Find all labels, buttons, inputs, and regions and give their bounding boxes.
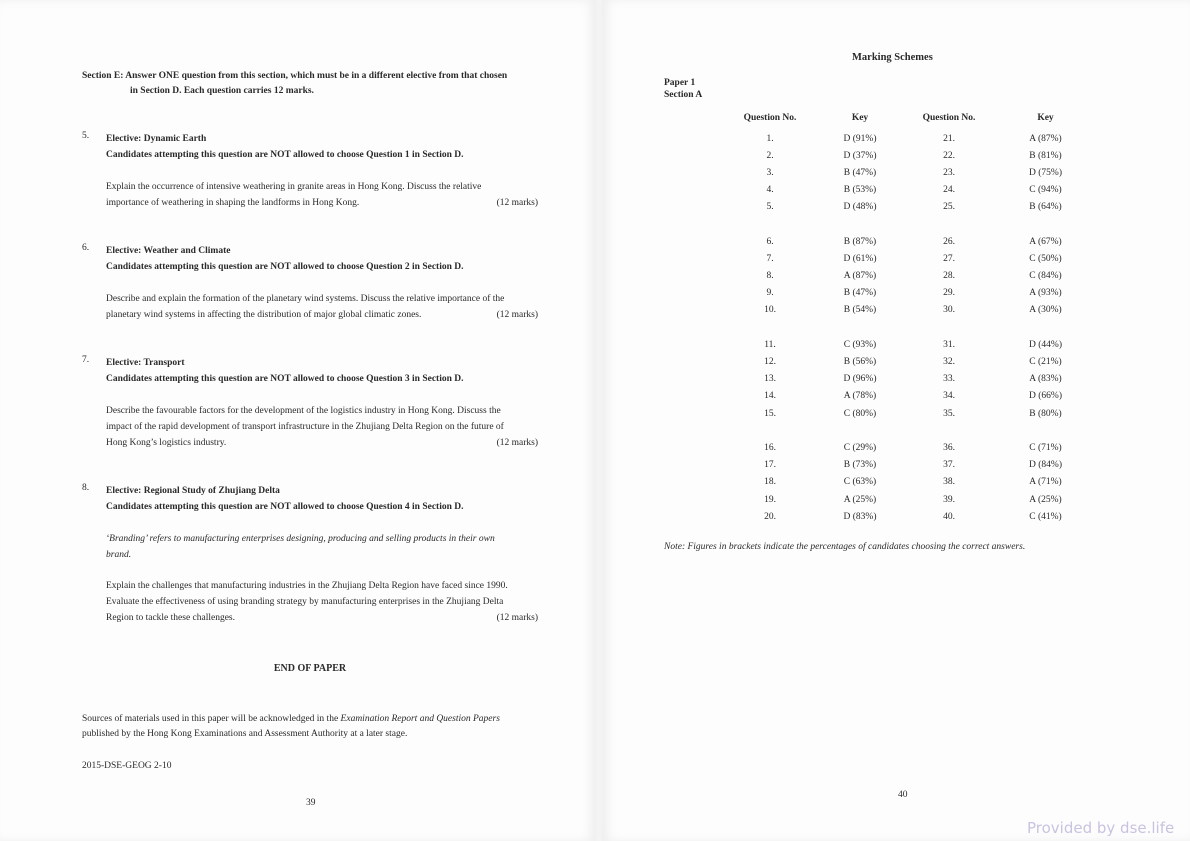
key-cell: B (47%) <box>843 288 877 299</box>
question-body: Describe and explain the formation of the planetary wind systems. Discuss the relative importance of the planetary wind systems in affecting the distribution of major global climatic zones. (12 marks) <box>106 291 538 323</box>
percent-note: Note: Figures in brackets indicate the percentages of candidates choosing the correct answers. <box>664 542 1026 552</box>
marks-label: (12 marks) <box>496 198 538 208</box>
key-cell: A (67%) <box>1029 236 1062 247</box>
section-e-instructions: Section E: Answer ONE question from this section, which must be in a different elective from that chosen in Section D. Each question carries 12 marks. <box>82 71 508 96</box>
table-row <box>735 474 1108 491</box>
key-cell: C (50%) <box>1029 253 1062 264</box>
key-cell: D (61%) <box>843 253 877 264</box>
question-no-cell: 16. <box>764 442 776 453</box>
table-row <box>735 371 1108 388</box>
table-row <box>735 439 1108 456</box>
table-row <box>735 302 1108 319</box>
question-no-cell: 33. <box>943 374 955 385</box>
key-cell: D (91%) <box>843 133 877 144</box>
question-no-cell: 18. <box>764 477 776 488</box>
key-cell: B (53%) <box>843 185 877 196</box>
key-cell: D (83%) <box>843 511 877 522</box>
question-no-cell: 19. <box>764 494 776 505</box>
key-cell: C (29%) <box>843 442 877 453</box>
question-no-cell: 29. <box>943 288 955 299</box>
key-cell: B (47%) <box>843 167 877 178</box>
key-cell: A (87%) <box>1029 133 1062 144</box>
table-row <box>735 508 1108 525</box>
key-cell: A (83%) <box>1029 374 1062 385</box>
question-heading: Elective: Regional Study of Zhujiang Delta Candidates attempting this question are NOT allowed to choose Question 4 in Section D. <box>106 486 464 512</box>
question-no-cell: 26. <box>943 236 955 247</box>
header-question-no: Question No. <box>922 113 976 123</box>
question-no-cell: 34. <box>943 391 955 402</box>
group-spacer <box>735 216 1108 233</box>
answer-key-table <box>735 110 1108 525</box>
question-no-cell: 10. <box>764 305 776 316</box>
sources-note: Sources of materials used in this paper will be acknowledged in the Examination Report and Question Papers published by the Hong Kong Examinations and Assessment Authority at a later stage. <box>82 714 500 739</box>
question-no-cell: 6. <box>766 236 774 247</box>
marks-label: (12 marks) <box>496 613 538 623</box>
page-number: 39 <box>306 798 316 808</box>
question-number: 7. <box>82 355 90 365</box>
question-no-cell: 28. <box>943 271 955 282</box>
question-heading: Elective: Weather and Climate Candidates attempting this question are NOT allowed to choose Question 2 in Section D. <box>106 246 464 272</box>
question-body: Describe the favourable factors for the development of the logistics industry in Hong Kong. Discuss the impact of the rapid development of transport infrastructure in the Zhujiang Delta Region on the future of Hong Kong’s logistics industry. (12 marks) <box>106 403 538 451</box>
header-key: Key <box>1037 113 1054 123</box>
question-no-cell: 20. <box>764 511 776 522</box>
key-cell: B (81%) <box>1029 150 1062 161</box>
question-no-cell: 25. <box>943 202 955 213</box>
question-no-cell: 24. <box>943 185 955 196</box>
question-no-cell: 12. <box>764 357 776 368</box>
question-no-cell: 15. <box>764 408 776 419</box>
question-no-cell: 14. <box>764 391 776 402</box>
key-cell: C (94%) <box>1029 185 1062 196</box>
question-no-cell: 9. <box>766 288 774 299</box>
question-no-cell: 17. <box>764 460 776 471</box>
question-no-cell: 22. <box>943 150 955 161</box>
question-no-cell: 39. <box>943 494 955 505</box>
key-cell: D (66%) <box>1029 391 1062 402</box>
question-no-cell: 40. <box>943 511 955 522</box>
question-number: 6. <box>82 243 90 253</box>
key-cell: D (96%) <box>843 374 877 385</box>
key-cell: B (87%) <box>843 236 877 247</box>
question-no-cell: 13. <box>764 374 776 385</box>
question-no-cell: 35. <box>943 408 955 419</box>
table-row <box>735 336 1108 353</box>
header-question-no: Question No. <box>743 113 797 123</box>
table-row <box>735 388 1108 405</box>
key-cell: A (25%) <box>1029 494 1062 505</box>
table-row <box>735 233 1108 250</box>
header-key: Key <box>851 113 869 123</box>
question-no-cell: 37. <box>943 460 955 471</box>
marking-schemes-title: Marking Schemes <box>852 52 933 63</box>
page-number: 40 <box>898 790 908 800</box>
marks-label: (12 marks) <box>496 438 538 448</box>
question-no-cell: 27. <box>943 253 955 264</box>
key-cell: A (78%) <box>843 391 877 402</box>
key-cell: A (30%) <box>1029 305 1062 316</box>
table-row <box>735 457 1108 474</box>
question-no-cell: 1. <box>766 133 774 144</box>
key-cell: A (25%) <box>843 494 877 505</box>
question-no-cell: 38. <box>943 477 955 488</box>
question-no-cell: 30. <box>943 305 955 316</box>
key-cell: B (73%) <box>843 460 877 471</box>
table-row <box>735 353 1108 370</box>
key-cell: D (48%) <box>843 202 877 213</box>
key-cell: C (21%) <box>1029 357 1062 368</box>
key-cell: C (93%) <box>843 339 877 350</box>
key-cell: A (71%) <box>1029 477 1062 488</box>
question-no-cell: 31. <box>943 339 955 350</box>
key-cell: C (41%) <box>1029 511 1062 522</box>
question-number: 5. <box>82 131 90 141</box>
question-heading: Elective: Dynamic Earth Candidates attempting this question are NOT allowed to choose Question 1 in Section D. <box>106 134 464 160</box>
group-spacer <box>735 319 1108 336</box>
key-cell: B (64%) <box>1029 202 1062 213</box>
question-no-cell: 8. <box>766 271 774 282</box>
key-cell: C (80%) <box>843 408 877 419</box>
table-row <box>735 405 1108 422</box>
answer-key-body <box>735 130 1108 525</box>
question-body: Explain the occurrence of intensive weathering in granite areas in Hong Kong. Discuss the relative importance of weathering in shaping the landforms in Hong Kong. (12 marks) <box>106 179 538 211</box>
table-header-row <box>735 110 1108 126</box>
question-no-cell: 5. <box>766 202 774 213</box>
table-row <box>735 285 1108 302</box>
key-cell: B (80%) <box>1029 408 1062 419</box>
question-no-cell: 23. <box>943 167 955 178</box>
key-cell: C (63%) <box>843 477 877 488</box>
table-row <box>735 164 1108 181</box>
key-cell: D (44%) <box>1029 339 1062 350</box>
paper-section-label: Paper 1 Section A <box>664 78 703 100</box>
question-no-cell: 7. <box>766 253 774 264</box>
question-body: Explain the challenges that manufacturing industries in the Zhujiang Delta Region have faced since 1990. Evaluate the effectiveness of using branding strategy by manufacturing enterprises in the Zhujiang Delta Region to tackle these challenges. (12 marks) <box>106 578 538 626</box>
question-no-cell: 36. <box>943 442 955 453</box>
key-cell: C (71%) <box>1029 442 1062 453</box>
question-no-cell: 3. <box>766 167 774 178</box>
key-cell: C (84%) <box>1029 271 1062 282</box>
table-row <box>735 130 1108 147</box>
branding-quote: ‘Branding’ refers to manufacturing enterprises designing, producing and selling products in their own brand. <box>106 534 495 560</box>
watermark: Provided by dse.life <box>1027 819 1175 837</box>
key-cell: A (87%) <box>843 271 877 282</box>
question-no-cell: 32. <box>943 357 955 368</box>
question-no-cell: 21. <box>943 133 955 144</box>
marks-label: (12 marks) <box>496 310 538 320</box>
key-cell: B (54%) <box>843 305 877 316</box>
table-row <box>735 491 1108 508</box>
key-cell: D (84%) <box>1029 460 1062 471</box>
question-heading: Elective: Transport Candidates attempting this question are NOT allowed to choose Question 3 in Section D. <box>106 358 464 384</box>
table-row <box>735 199 1108 216</box>
table-row <box>735 268 1108 285</box>
table-row <box>735 147 1108 164</box>
question-no-cell: 2. <box>766 150 774 161</box>
table-row <box>735 182 1108 199</box>
key-cell: B (56%) <box>843 357 877 368</box>
table-row <box>735 250 1108 267</box>
question-number: 8. <box>82 483 90 493</box>
group-spacer <box>735 422 1108 439</box>
key-cell: D (75%) <box>1029 167 1062 178</box>
question-no-cell: 4. <box>766 185 774 196</box>
key-cell: D (37%) <box>843 150 877 161</box>
question-no-cell: 11. <box>764 339 776 350</box>
key-cell: A (93%) <box>1029 288 1062 299</box>
paper-code: 2015-DSE-GEOG 2-10 <box>82 761 172 771</box>
end-of-paper: END OF PAPER <box>273 663 347 674</box>
